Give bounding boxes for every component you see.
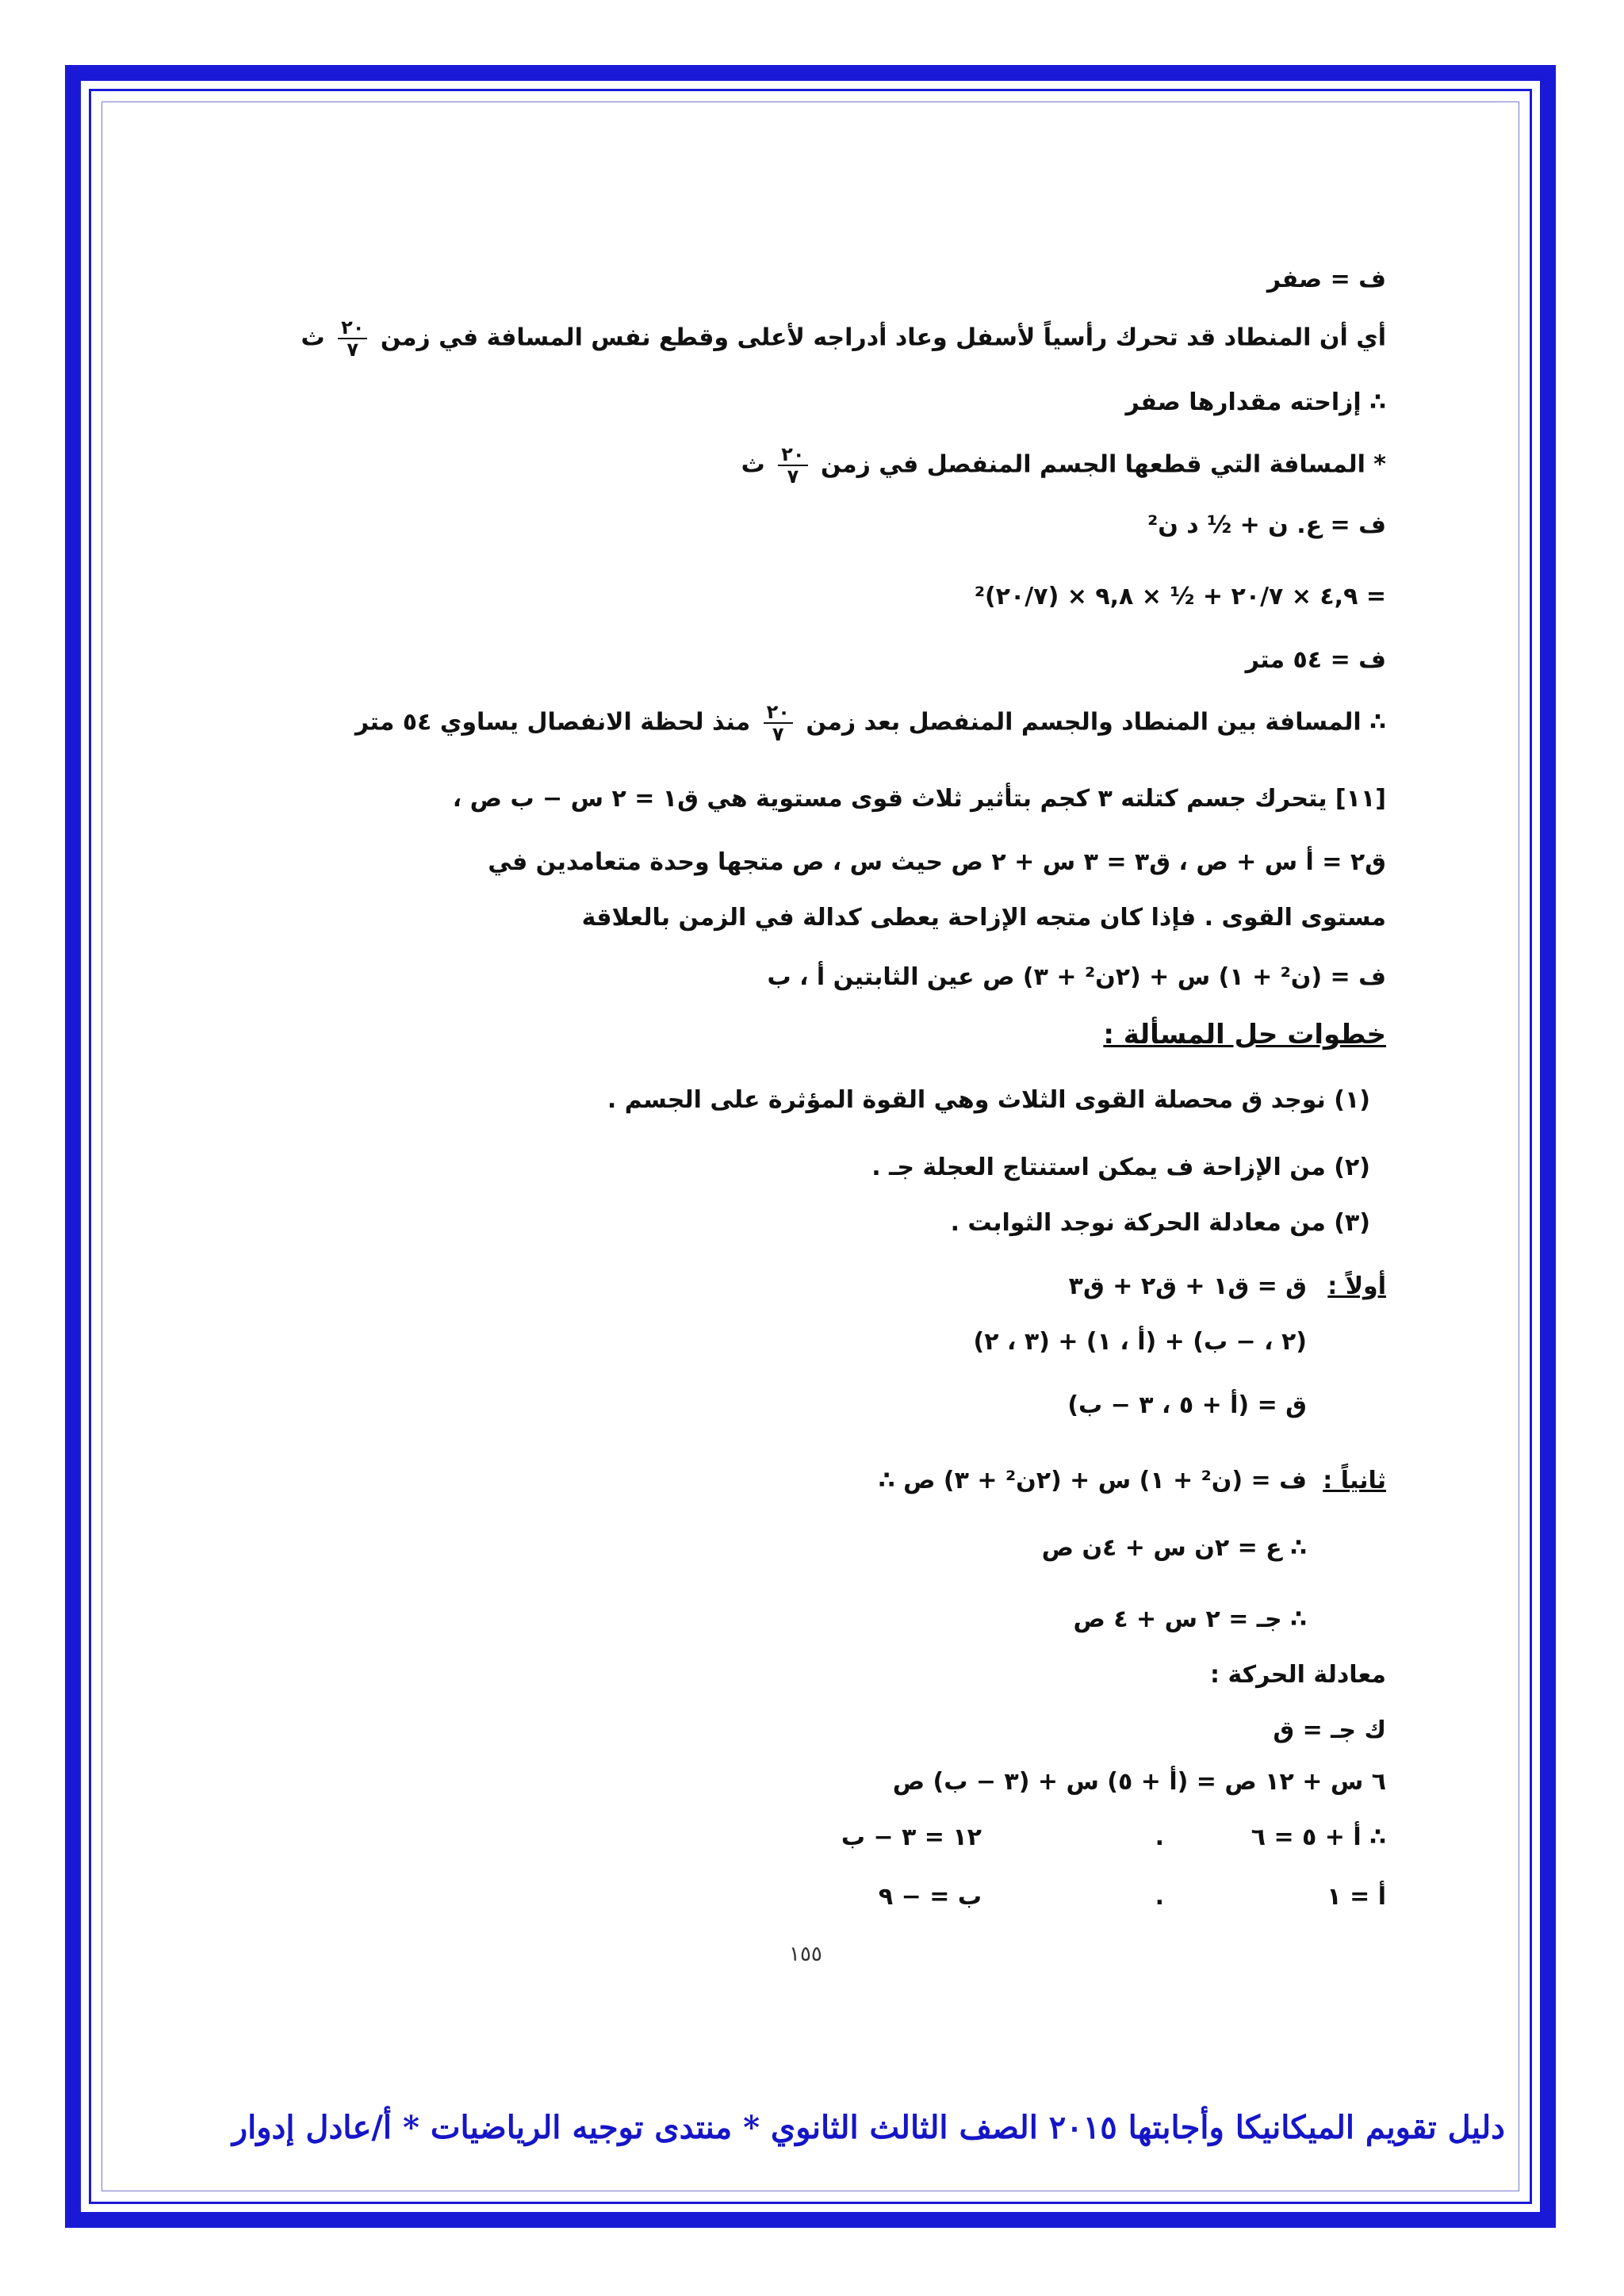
step-item: (١) نوجد ق محصلة القوى الثلاث وهي القوة المؤثرة على الجسم .: [607, 1086, 1370, 1114]
result-right: ب = − ٩: [878, 1883, 982, 1911]
equation: ق = (أ + ٥ ، ٣ − ب): [1067, 1391, 1307, 1419]
section-heading: خطوات حل المسألة :: [1103, 1019, 1386, 1050]
equation: ٦ س + ١٢ ص = (أ + ٥) س + (٣ − ب) ص: [892, 1768, 1386, 1796]
text-line: ∴ المسافة بين المنطاد والجسم المنفصل بعد زمن $\frac{٢٠}{٧}$ منذ لحظة الانفصال يساوي ٥٤ متر: [354, 701, 1386, 745]
equation: = ٤,٩ × ٢٠/٧ + ½ × ٩,٨ × (٢٠/٧)²: [974, 583, 1386, 610]
equation: ∴ ع = ٢ن س + ٤ن ص: [1041, 1534, 1307, 1562]
fraction: $\frac{٢٠}{٧}$: [764, 702, 793, 744]
separator-dot: .: [1155, 1883, 1164, 1911]
equation: ك جـ = ق: [1273, 1716, 1386, 1744]
result-left: أ = ١: [1327, 1883, 1386, 1911]
equation: ف = ٥٤ متر: [1245, 646, 1386, 674]
page-number: ١٥٥: [789, 1942, 822, 1966]
text-line: ∴ إزاحته مقدارها صفر: [1125, 388, 1386, 416]
fraction: $\frac{٢٠}{٧}$: [338, 317, 367, 360]
label-first: أولاً :: [1327, 1272, 1386, 1300]
equation: ق = ق١ + ق٢ + ق٣: [1068, 1272, 1307, 1300]
fraction: $\frac{٢٠}{٧}$: [778, 444, 807, 487]
problem-line: ف = (ن² + ١) س + (٢ن² + ٣) ص عين الثابتين أ ، ب: [767, 963, 1386, 991]
problem-line: ق٢ = أ س + ص ، ق٣ = ٣ س + ٢ ص حيث س ، ص متجها وحدة متعامدين في: [488, 848, 1386, 876]
result-left: ∴ أ + ٥ = ٦: [1251, 1823, 1386, 1851]
equation: (٢ ، − ب) + (أ ، ١) + (٣ ، ٢): [973, 1328, 1307, 1356]
text-line: أي أن المنطاد قد تحرك رأسياً لأسفل وعاد أدراجه لأعلى وقطع نفس المسافة في زمن $\frac{٢٠}{٧}$ ث: [301, 316, 1386, 361]
equation: ف = (ن² + ١) س + (٢ن² + ٣) ص ∴: [878, 1467, 1307, 1494]
equation: ∴ جـ = ٢ س + ٤ ص: [1073, 1605, 1307, 1633]
text-line: * المسافة التي قطعها الجسم المنفصل في زمن $\frac{٢٠}{٧}$ ث: [741, 443, 1386, 488]
page-footer: دليل تقويم الميكانيكا وأجابتها ٢٠١٥ الصف الثالث الثانوي * منتدى توجيه الرياضيات * أ/عادل إدوار: [232, 2109, 1505, 2146]
result-right: ١٢ = ٣ − ب: [841, 1823, 982, 1851]
problem-line: مستوى القوى . فإذا كان متجه الإزاحة يعطى كدالة في الزمن بالعلاقة: [581, 904, 1386, 932]
equation: ف = ع. ن + ½ د ن²: [1147, 511, 1386, 539]
step-item: (٣) من معادلة الحركة نوجد الثوابت .: [950, 1209, 1370, 1237]
step-item: (٢) من الإزاحة ف يمكن استنتاج العجلة جـ .: [871, 1154, 1370, 1181]
problem-line: [١١] يتحرك جسم كتلته ٣ كجم بتأثير ثلاث قوى مستوية هي ق١ = ٢ س − ب ص ،: [452, 785, 1386, 813]
text-line: ف = صفر: [1266, 266, 1386, 293]
label-second: ثانياً :: [1323, 1467, 1386, 1494]
text-line: معادلة الحركة :: [1210, 1661, 1386, 1689]
separator-dot: .: [1155, 1823, 1164, 1851]
